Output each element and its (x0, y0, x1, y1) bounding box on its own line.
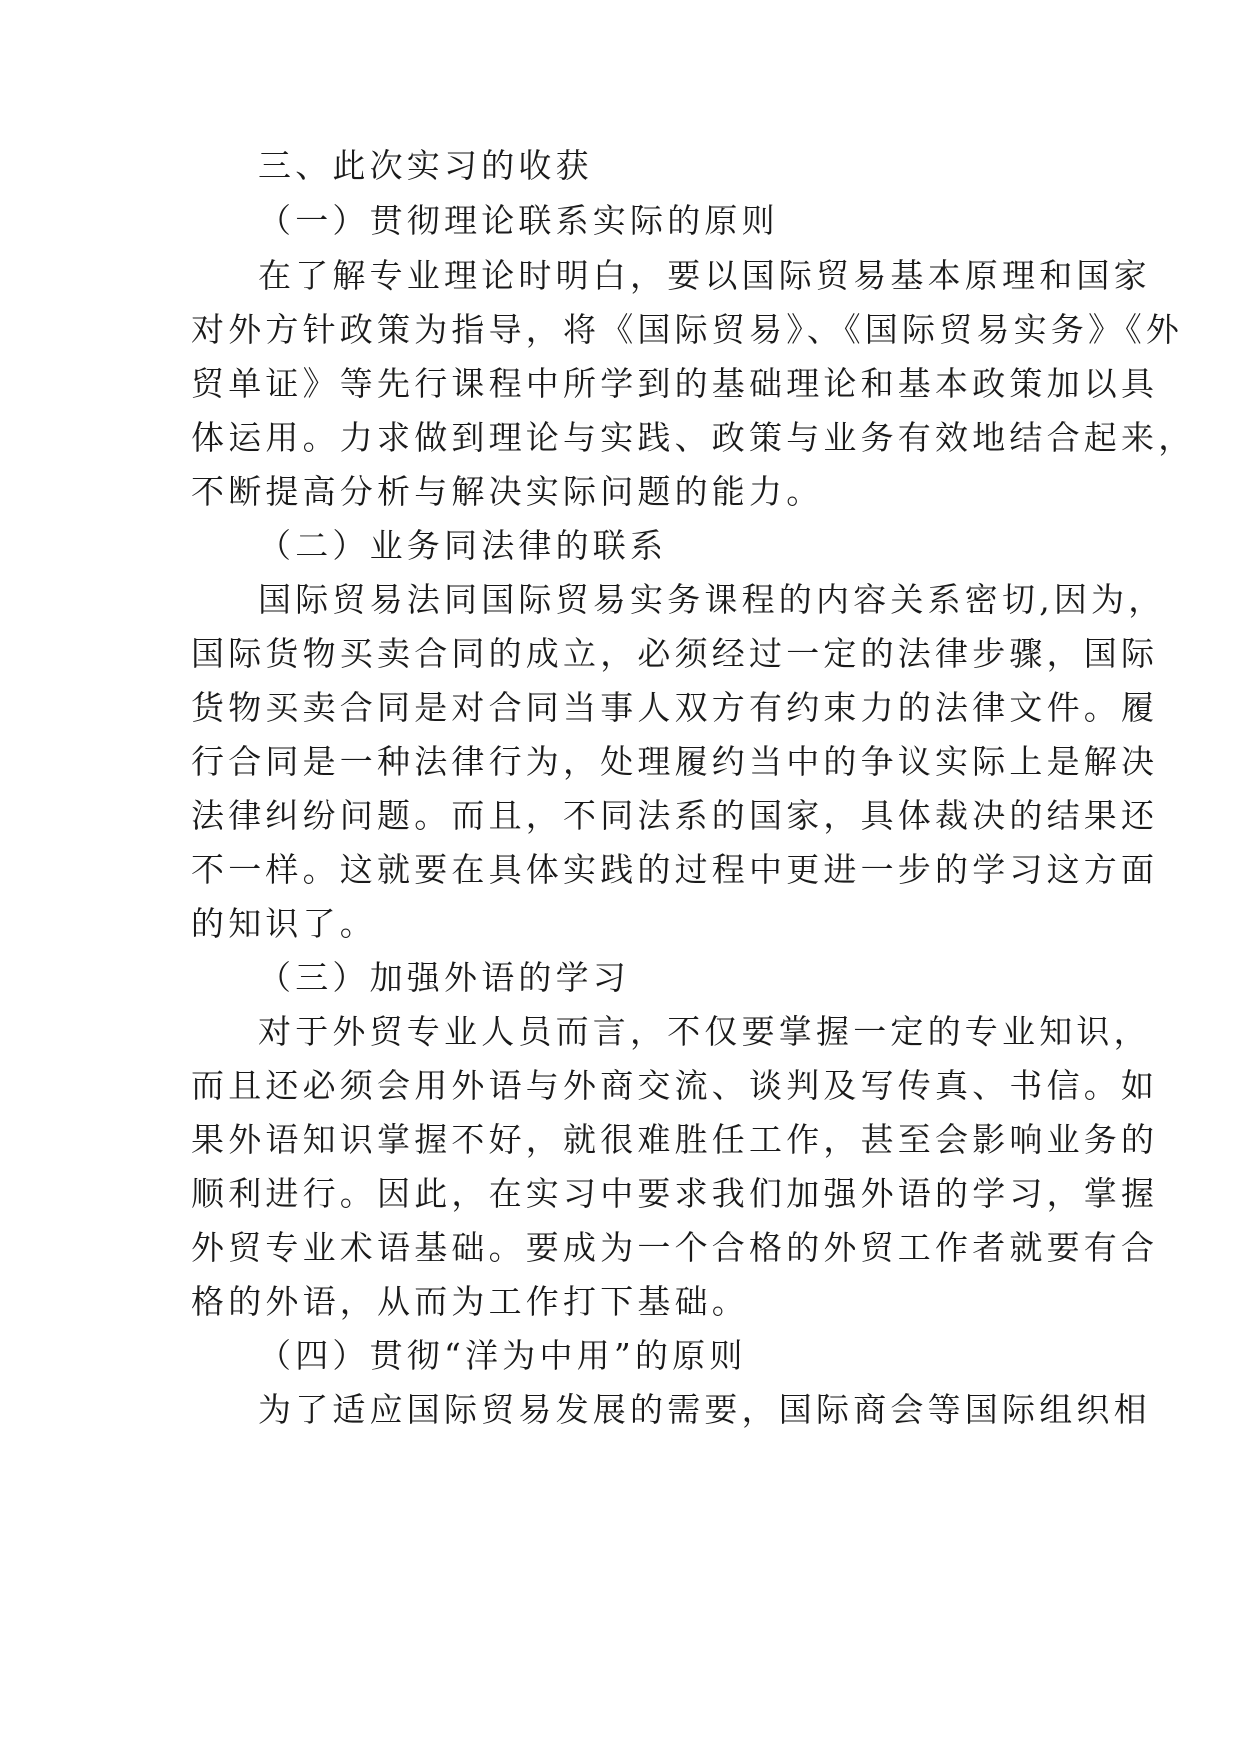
paragraph-line: 不断提高分析与解决实际问题的能力。 (191, 472, 824, 511)
paragraph-line: 体运用。力求做到理论与实践、政策与业务有效地结合起来， (191, 418, 1196, 457)
paragraph-line: 格的外语，从而为工作打下基础。 (191, 1282, 749, 1321)
subsection-heading-4: （四）贯彻“洋为中用”的原则 (258, 1336, 747, 1375)
section-heading: 三、此次实习的收获 (258, 146, 593, 185)
paragraph-line: 对于外贸专业人员而言，不仅要掌握一定的专业知识， (258, 1012, 1151, 1051)
paragraph-line: 国际贸易法同国际贸易实务课程的内容关系密切,因为， (258, 580, 1166, 619)
paragraph-line: 不一样。这就要在具体实践的过程中更进一步的学习这方面 (191, 850, 1159, 889)
paragraph-line: 对外方针政策为指导，将《国际贸易》、《国际贸易实务》《外 (191, 310, 1184, 349)
paragraph-line: 在了解专业理论时明白，要以国际贸易基本原理和国家 (258, 256, 1151, 295)
paragraph-line: 货物买卖合同是对合同当事人双方有约束力的法律文件。履 (191, 688, 1159, 727)
paragraph-line: 果外语知识掌握不好，就很难胜任工作，甚至会影响业务的 (191, 1120, 1159, 1159)
paragraph-line: 外贸专业术语基础。要成为一个合格的外贸工作者就要有合 (191, 1228, 1159, 1267)
paragraph-line: 行合同是一种法律行为，处理履约当中的争议实际上是解决 (191, 742, 1159, 781)
subsection-heading-2: （二）业务同法律的联系 (258, 526, 668, 565)
subsection-heading-3: （三）加强外语的学习 (258, 958, 630, 997)
paragraph-line: 顺利进行。因此，在实习中要求我们加强外语的学习，掌握 (191, 1174, 1159, 1213)
paragraph-line: 贸单证》等先行课程中所学到的基础理论和基本政策加以具 (191, 364, 1159, 403)
paragraph-line: 的知识了。 (191, 904, 377, 943)
paragraph-line: 而且还必须会用外语与外商交流、谈判及写传真、书信。如 (191, 1066, 1159, 1105)
paragraph-line: 国际货物买卖合同的成立，必须经过一定的法律步骤，国际 (191, 634, 1159, 673)
paragraph-line: 为了适应国际贸易发展的需要，国际商会等国际组织相 (258, 1390, 1151, 1429)
subsection-heading-1: （一）贯彻理论联系实际的原则 (258, 201, 779, 240)
paragraph-line: 法律纠纷问题。而且，不同法系的国家，具体裁决的结果还 (191, 796, 1159, 835)
